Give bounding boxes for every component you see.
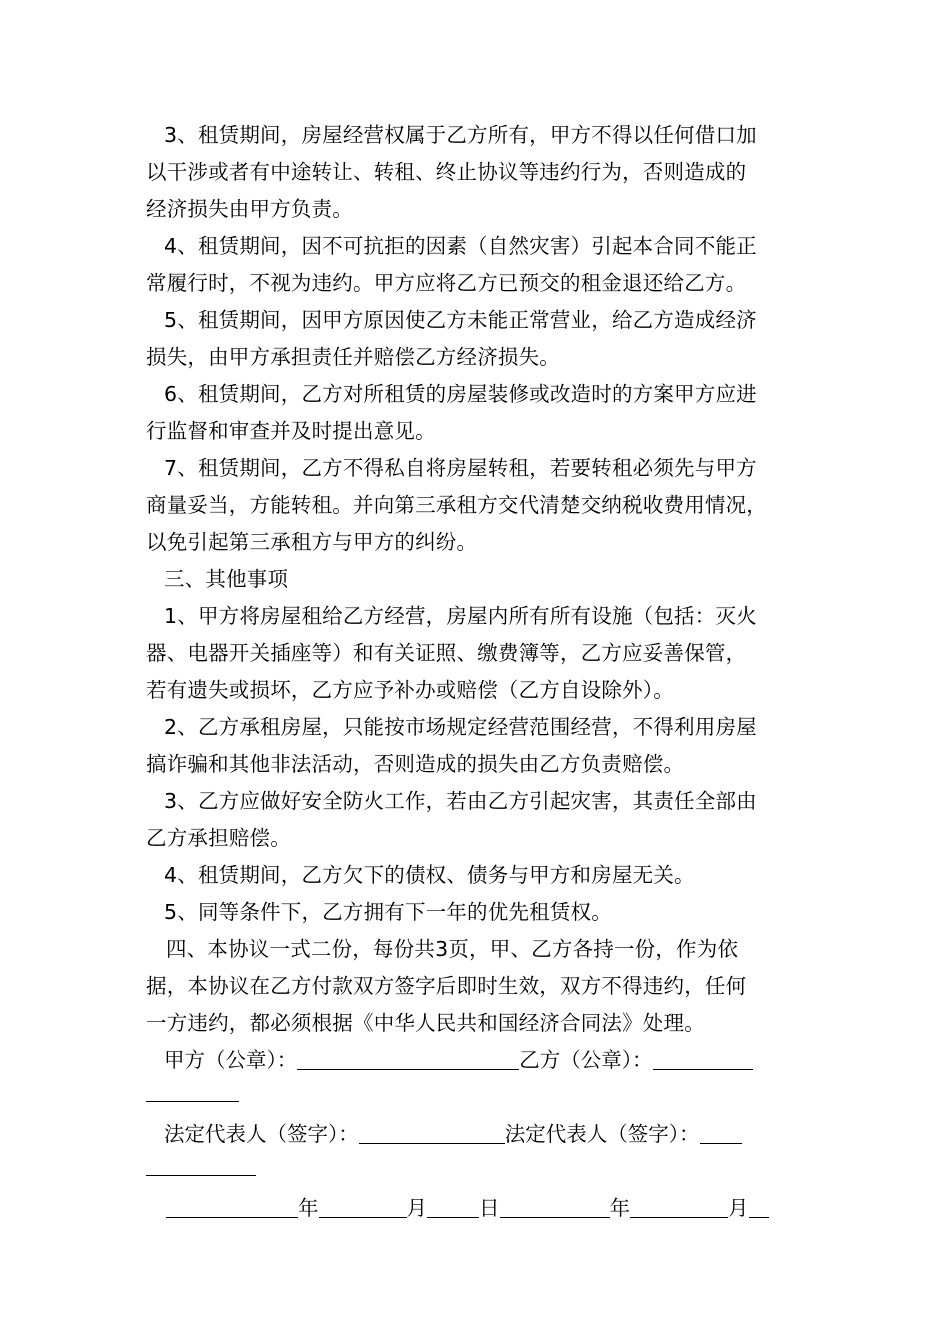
clause-line: 以干涉或者有中途转让、转租、终止协议等违约行为，否则造成的 (146, 160, 747, 184)
representative-line (164, 1116, 742, 1153)
clause-line: 7、租赁期间，乙方不得私自将房屋转租，若要转租必须先与甲方 (164, 456, 757, 480)
clause-line: 2、乙方承租房屋，只能按市场规定经营范围经营，不得利用房屋 (164, 715, 757, 739)
year-label: 年 (609, 1196, 630, 1220)
year-label: 年 (298, 1196, 319, 1220)
party-b-rep-blank (700, 1121, 742, 1144)
clause-line: 若有遗失或损坏，乙方应予补办或赔偿（乙方自设除外）。 (146, 678, 674, 702)
party-b-rep-blank-continued (146, 1174, 256, 1176)
party-a-rep-label: 法定代表人（签字）： (164, 1122, 359, 1146)
party-b-month-blank (630, 1195, 728, 1218)
party-b-seal-label: 乙方（公章）： (519, 1048, 653, 1072)
clause-line: 一方违约，都必须根据《中华人民共和国经济合同法》处理。 (146, 1011, 705, 1035)
clause-line: 四、本协议一式二份，每份共3页，甲、乙方各持一份，作为依 (166, 937, 739, 961)
clause-line: 1、甲方将房屋租给乙方经营，房屋内所有所有设施（包括：灭火 (164, 604, 757, 628)
month-label: 月 (406, 1196, 427, 1220)
clause-line: 常履行时，不视为违约。甲方应将乙方已预交的租金退还给乙方。 (146, 271, 747, 295)
party-a-month-blank (319, 1195, 407, 1218)
seal-line (164, 1042, 753, 1079)
party-a-year-blank (166, 1195, 298, 1218)
party-a-rep-blank (359, 1121, 505, 1144)
party-b-rep-label: 法定代表人（签字）： (504, 1122, 700, 1146)
clause-line: 6、租赁期间，乙方对所租赁的房屋装修或改造时的方案甲方应进 (164, 382, 757, 406)
day-label: 日 (479, 1196, 500, 1220)
clause-line: 4、租赁期间，因不可抗拒的因素（自然灾害）引起本合同不能正 (164, 234, 757, 258)
party-a-seal-label: 甲方（公章）： (164, 1048, 298, 1072)
clause-line: 3、乙方应做好安全防火工作，若由乙方引起灾害，其责任全部由 (164, 789, 757, 813)
month-label: 月 (728, 1196, 749, 1220)
clause-line: 经济损失由甲方负责。 (146, 197, 353, 221)
clause-line: 5、租赁期间，因甲方原因使乙方未能正常营业，给乙方造成经济 (164, 308, 757, 332)
party-a-day-blank (427, 1195, 479, 1218)
party-b-year-blank (500, 1195, 610, 1218)
clause-line: 4、租赁期间，乙方欠下的债权、债务与甲方和房屋无关。 (164, 863, 695, 887)
party-b-day-blank (749, 1195, 769, 1218)
clause-line: 搞诈骗和其他非法活动，否则造成的损失由乙方负责赔偿。 (146, 752, 685, 776)
clause-line: 行监督和审查并及时提出意见。 (146, 419, 436, 443)
clause-line: 据，本协议在乙方付款双方签字后即时生效，双方不得违约，任何 (146, 974, 747, 998)
clause-line: 损失，由甲方承担责任并赔偿乙方经济损失。 (146, 345, 560, 369)
clause-line: 3、租赁期间，房屋经营权属于乙方所有，甲方不得以任何借口加 (164, 123, 757, 147)
party-b-seal-blank (653, 1047, 753, 1070)
clause-line: 器、电器开关插座等）和有关证照、缴费簿等，乙方应妥善保管， (146, 641, 747, 665)
party-b-seal-blank-continued (146, 1100, 239, 1102)
clause-line: 商量妥当，方能转租。并向第三承租方交代清楚交纳税收费用情况， (146, 493, 767, 517)
clause-line: 以免引起第三承租方与甲方的纠纷。 (146, 530, 478, 554)
section-heading: 三、其他事项 (164, 567, 289, 591)
clause-line: 乙方承担赔偿。 (146, 826, 291, 850)
date-line (166, 1190, 769, 1227)
party-a-seal-blank (297, 1047, 519, 1070)
clause-line: 5、同等条件下，乙方拥有下一年的优先租赁权。 (164, 900, 612, 924)
